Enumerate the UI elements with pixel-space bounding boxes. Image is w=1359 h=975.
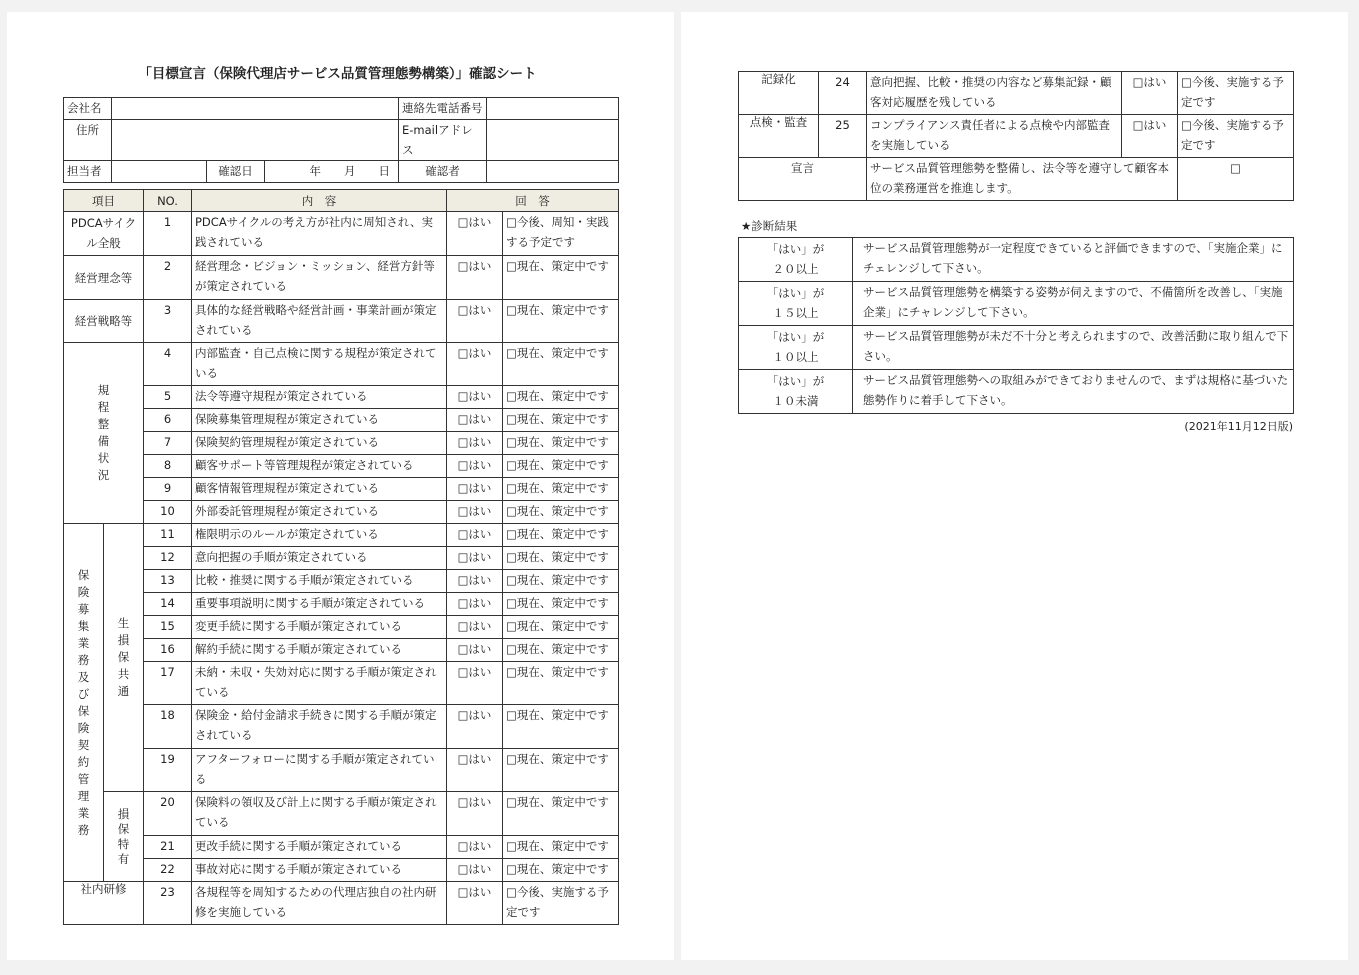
diagnosis-label: 「はい」が１０以上 (739, 326, 853, 370)
row-content: コンプライアンス責任者による点検や内部監査を実施している (867, 115, 1122, 158)
row-no: 11 (144, 524, 192, 547)
answer-alt-checkbox[interactable]: □今後、周知・実践する予定です (503, 212, 619, 256)
row-content: 保険契約管理規程が策定されている (192, 432, 447, 455)
confirmer-field[interactable] (487, 161, 619, 183)
diagnosis-table (738, 237, 1294, 414)
answer-yes-checkbox[interactable]: □はい (447, 478, 503, 501)
row-no: 5 (144, 386, 192, 409)
answer-alt-checkbox[interactable]: □現在、策定中です (503, 501, 619, 524)
row-content: 顧客情報管理規程が策定されている (192, 478, 447, 501)
answer-yes-checkbox[interactable]: □はい (447, 547, 503, 570)
person-field[interactable] (112, 161, 207, 183)
person-label: 担当者 (64, 161, 112, 183)
row-content: 各規程等を周知するための代理店独自の社内研修を実施している (192, 882, 447, 925)
row-no: 18 (144, 705, 192, 749)
contact-info-table (63, 97, 619, 183)
row-content: アフターフォローに関する手順が策定されている (192, 749, 447, 792)
answer-alt-checkbox[interactable]: □今後、実施する予定です (1178, 72, 1294, 115)
answer-alt-checkbox[interactable]: □現在、策定中です (503, 343, 619, 386)
answer-yes-checkbox[interactable]: □はい (447, 792, 503, 836)
row-content: 経営理念・ビジョン・ミッション、経営方針等が策定されている (192, 256, 447, 300)
group-pdca: PDCAサイクル全般 (64, 212, 144, 256)
row-content: 保険金・給付金請求手続きに関する手順が策定されている (192, 705, 447, 749)
group-rules: 規程整備状況 (64, 343, 144, 524)
row-no: 8 (144, 455, 192, 478)
email-field[interactable] (487, 120, 619, 161)
row-no: 23 (144, 882, 192, 925)
answer-alt-checkbox[interactable]: □今後、実施する予定です (503, 882, 619, 925)
answer-yes-checkbox[interactable]: □はい (447, 256, 503, 300)
group-declare: 宣言 (739, 158, 867, 201)
row-content: 法令等遵守規程が策定されている (192, 386, 447, 409)
group-philosophy: 経営理念等 (64, 256, 144, 300)
row-no: 25 (819, 115, 867, 158)
diagnosis-text: サービス品質管理態勢を構築する姿勢が伺えますので、不備箇所を改善し、「実施企業」にチャレンジして下さい。 (853, 282, 1294, 326)
row-content: 具体的な経営戦略や経営計画・事業計画が策定されている (192, 300, 447, 343)
row-content: 内部監査・自己点検に関する規程が策定されている (192, 343, 447, 386)
header-item: 項目 (64, 190, 144, 212)
answer-yes-checkbox[interactable]: □はい (447, 662, 503, 705)
answer-yes-checkbox[interactable]: □はい (447, 570, 503, 593)
answer-alt-checkbox[interactable]: □現在、策定中です (503, 524, 619, 547)
row-content: 保険募集管理規程が策定されている (192, 409, 447, 432)
row-content: 保険料の領収及び計上に関する手順が策定されている (192, 792, 447, 836)
row-content: 解約手続に関する手順が策定されている (192, 639, 447, 662)
group-strategy: 経営戦略等 (64, 300, 144, 343)
answer-yes-checkbox[interactable]: □はい (447, 616, 503, 639)
phone-field[interactable] (487, 98, 619, 120)
row-no: 24 (819, 72, 867, 115)
checklist-table (63, 189, 619, 925)
answer-alt-checkbox[interactable]: □現在、策定中です (503, 705, 619, 749)
answer-alt-checkbox[interactable]: □現在、策定中です (503, 547, 619, 570)
row-no: 7 (144, 432, 192, 455)
answer-alt-checkbox[interactable]: □現在、策定中です (503, 478, 619, 501)
diagnosis-text: サービス品質管理態勢への取組みができておりませんので、まずは規格に基づいた態勢作りに着手して下さい。 (853, 370, 1294, 414)
email-label: E-mailアドレス (399, 120, 487, 161)
answer-alt-checkbox[interactable]: □現在、策定中です (503, 570, 619, 593)
row-no: 20 (144, 792, 192, 836)
company-label: 会社名 (64, 98, 112, 120)
group-audit: 点検・監査 (739, 115, 819, 158)
address-field[interactable] (112, 120, 399, 161)
row-no: 10 (144, 501, 192, 524)
answer-yes-checkbox[interactable]: □はい (447, 343, 503, 386)
answer-yes-checkbox[interactable]: □はい (447, 409, 503, 432)
row-content: 未納・未収・失効対応に関する手順が策定されている (192, 662, 447, 705)
answer-alt-checkbox[interactable]: □今後、実施する予定です (1178, 115, 1294, 158)
answer-alt-checkbox[interactable]: □現在、策定中です (503, 409, 619, 432)
date-label: 確認日 (207, 161, 265, 183)
header-no: NO. (144, 190, 192, 212)
answer-yes-checkbox[interactable]: □はい (447, 455, 503, 478)
header-answer: 回 答 (447, 190, 619, 212)
answer-yes-checkbox[interactable]: □はい (447, 639, 503, 662)
answer-yes-checkbox[interactable]: □はい (1122, 115, 1178, 158)
row-no: 21 (144, 836, 192, 859)
row-no: 6 (144, 409, 192, 432)
answer-alt-checkbox[interactable]: □現在、策定中です (503, 859, 619, 882)
answer-yes-checkbox[interactable]: □はい (447, 501, 503, 524)
company-field[interactable] (112, 98, 399, 120)
row-content: 事故対応に関する手順が策定されている (192, 859, 447, 882)
row-no: 19 (144, 749, 192, 792)
diagnosis-text: サービス品質管理態勢が未だ不十分と考えられますので、改善活動に取り組んで下さい。 (853, 326, 1294, 370)
answer-alt-checkbox[interactable]: □現在、策定中です (503, 792, 619, 836)
group-sales: 保険募集業務及び保険契約管理業務 (64, 524, 104, 882)
row-no: 12 (144, 547, 192, 570)
version-note: (2021年11月12日版) (1184, 420, 1293, 433)
row-no: 13 (144, 570, 192, 593)
address-label: 住所 (64, 120, 112, 161)
answer-yes-checkbox[interactable]: □はい (447, 749, 503, 792)
group-record: 記録化 (739, 72, 819, 115)
row-no: 15 (144, 616, 192, 639)
header-content: 内 容 (192, 190, 447, 212)
row-content: 更改手続に関する手順が策定されている (192, 836, 447, 859)
answer-alt-checkbox[interactable]: □現在、策定中です (503, 593, 619, 616)
diagnosis-text: サービス品質管理態勢が一定程度できていると評価できますので、「実施企業」にチェレンジして下さい。 (853, 238, 1294, 282)
answer-yes-checkbox[interactable]: □はい (1122, 72, 1178, 115)
answer-alt-checkbox[interactable]: □現在、策定中です (503, 836, 619, 859)
answer-yes-checkbox[interactable]: □はい (447, 882, 503, 925)
row-no: 14 (144, 593, 192, 616)
answer-yes-checkbox[interactable]: □はい (447, 212, 503, 256)
group-training: 社内研修 (64, 882, 144, 925)
answer-yes-checkbox[interactable]: □はい (447, 593, 503, 616)
answer-yes-checkbox[interactable]: □はい (447, 859, 503, 882)
row-content: 比較・推奨に関する手順が策定されている (192, 570, 447, 593)
answer-alt-checkbox[interactable]: □現在、策定中です (503, 300, 619, 343)
answer-yes-checkbox[interactable]: □はい (447, 836, 503, 859)
answer-yes-checkbox[interactable]: □はい (447, 386, 503, 409)
row-no: 22 (144, 859, 192, 882)
row-no: 1 (144, 212, 192, 256)
answer-yes-checkbox[interactable]: □はい (447, 432, 503, 455)
row-content: 意向把握の手順が策定されている (192, 547, 447, 570)
diagnosis-label: 「はい」が２０以上 (739, 238, 853, 282)
group-nonlife: 損保特有 (104, 792, 144, 882)
phone-label: 連絡先電話番号 (399, 98, 487, 120)
diagnosis-label: 「はい」が１０未満 (739, 370, 853, 414)
answer-alt-checkbox[interactable]: □現在、策定中です (503, 616, 619, 639)
row-no: 3 (144, 300, 192, 343)
answer-yes-checkbox[interactable]: □はい (447, 300, 503, 343)
answer-alt-checkbox[interactable]: □現在、策定中です (503, 749, 619, 792)
answer-alt-checkbox[interactable]: □現在、策定中です (503, 432, 619, 455)
row-content: 顧客サポート等管理規程が策定されている (192, 455, 447, 478)
row-no: 16 (144, 639, 192, 662)
row-content: 変更手続に関する手順が策定されている (192, 616, 447, 639)
row-no: 2 (144, 256, 192, 300)
answer-alt-checkbox[interactable]: □現在、策定中です (503, 639, 619, 662)
declaration-text: サービス品質管理態勢を整備し、法令等を遵守して顧客本位の業務運営を推進します。 (867, 158, 1178, 201)
answer-alt-checkbox[interactable]: □現在、策定中です (503, 386, 619, 409)
row-no: 9 (144, 478, 192, 501)
answer-alt-checkbox[interactable]: □現在、策定中です (503, 256, 619, 300)
row-content: PDCAサイクルの考え方が社内に周知され、実践されている (192, 212, 447, 256)
answer-yes-checkbox[interactable]: □はい (447, 524, 503, 547)
answer-alt-checkbox[interactable]: □現在、策定中です (503, 455, 619, 478)
answer-alt-checkbox[interactable]: □現在、策定中です (503, 662, 619, 705)
row-no: 17 (144, 662, 192, 705)
row-content: 外部委託管理規程が策定されている (192, 501, 447, 524)
confirmer-label: 確認者 (399, 161, 487, 183)
group-common: 生損保共通 (104, 524, 144, 792)
row-content: 権限明示のルールが策定されている (192, 524, 447, 547)
answer-yes-checkbox[interactable]: □はい (447, 705, 503, 749)
row-content: 重要事項説明に関する手順が策定されている (192, 593, 447, 616)
diagnosis-label: 「はい」が１５以上 (739, 282, 853, 326)
declaration-checkbox[interactable]: □ (1178, 158, 1294, 201)
row-no: 4 (144, 343, 192, 386)
date-field[interactable]: 年 月 日 (265, 161, 399, 183)
checklist-continued-table (738, 71, 1294, 201)
row-content: 意向把握、比較・推奨の内容など募集記録・顧客対応履歴を残している (867, 72, 1122, 115)
diagnosis-heading: ★診断結果 (741, 219, 798, 233)
document-title: 「目標宣言（保険代理店サービス品質管理態勢構築）」確認シート (138, 66, 537, 82)
